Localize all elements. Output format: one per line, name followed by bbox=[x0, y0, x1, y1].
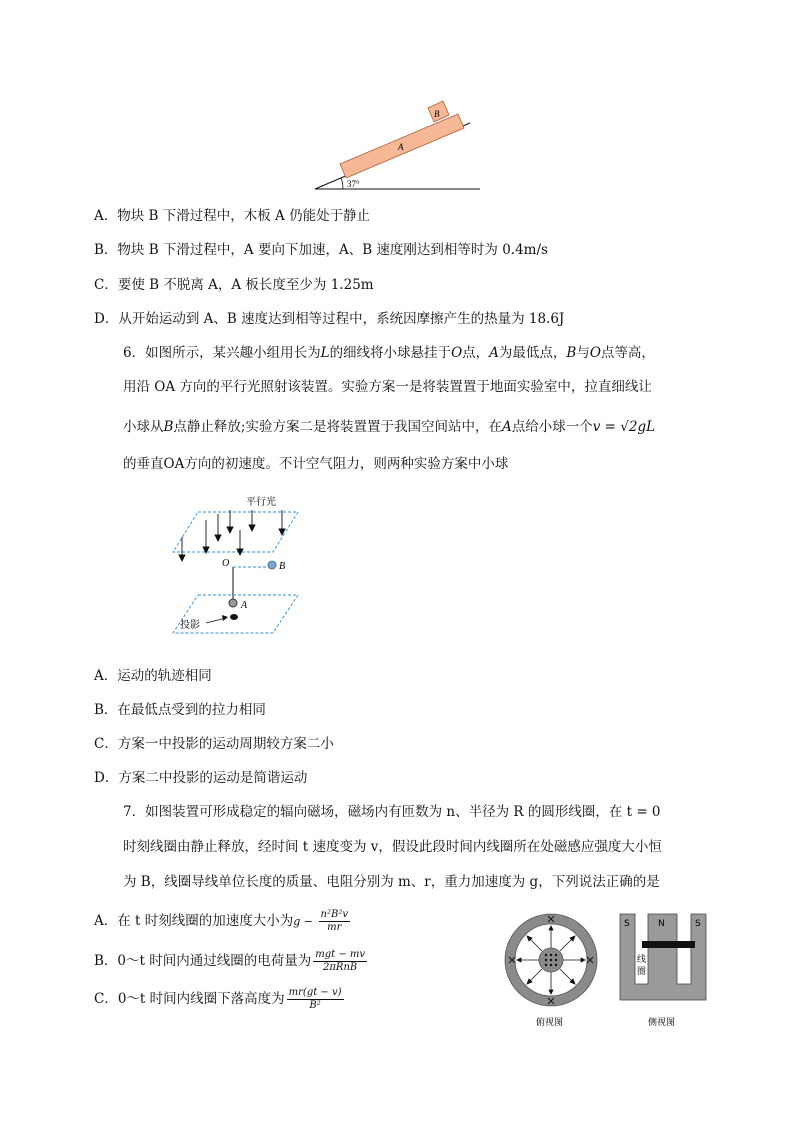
side-view-figure bbox=[615, 910, 715, 1030]
block-b-label: B bbox=[434, 109, 440, 119]
q7-option-c: C．0～t 时间内线圈下落高度为 $\frac{mr(gt - v)}{\text{B²}}$ bbox=[94, 987, 342, 1011]
formula-b: $\frac{\text{mgt − mv}}{\text{2πRnB}}$ bbox=[315, 949, 366, 973]
q7-stem-line1: 7．如图装置可形成稳定的辐向磁场，磁场内有匝数为 n、半径为 R 的圆形线圈，在 t = 0 bbox=[123, 804, 661, 820]
q7-stem-line2: 时刻线圈由静止释放，经时间 t 速度变为 v，假设此段时间内线圈所在处磁感应强度大小恒 bbox=[123, 839, 662, 855]
formula-a: $\frac{\text{n²B²v}}{mr}$ bbox=[320, 909, 348, 933]
q7-option-a: A．在 t 时刻线圈的加速度大小为g − $\frac{\text{n²B²v}}{mr}$ bbox=[94, 909, 348, 933]
top-view-figure bbox=[503, 910, 603, 1030]
q6-stem-line1: 6．如图所示，某兴趣小组用长为L的细线将小球悬挂于O点，A为最低点，B与O点等高， bbox=[123, 345, 655, 361]
q6-stem-line4: 的垂直OA方向的初速度。不计空气阻力，则两种实验方案中小球 bbox=[123, 456, 509, 472]
magnet-n: N bbox=[658, 919, 665, 929]
q7-stem-line3: 为 B，线圈导线单位长度的质量、电阻分别为 m、r，重力加速度为 g，下列说法正确的是 bbox=[123, 874, 660, 890]
coil-bar bbox=[642, 941, 695, 948]
coil-label-2: 圈 bbox=[637, 967, 647, 977]
side-view-label: 侧视图 bbox=[648, 1018, 676, 1028]
angle-arc bbox=[341, 178, 343, 189]
q5-option-a: A．物块 B 下滑过程中，木板 A 仍能处于静止 bbox=[94, 208, 371, 224]
angle-label: 37° bbox=[347, 179, 360, 189]
q6-option-b: B．在最低点受到的拉力相同 bbox=[94, 702, 266, 718]
board-a-label: A bbox=[398, 142, 404, 152]
incline-figure bbox=[310, 98, 490, 194]
ball-a bbox=[229, 599, 237, 607]
q6-stem-line3: 小球从B点静止释放;实验方案二是将装置置于我国空间站中，在A点给小球一个v = √2gL bbox=[123, 419, 656, 435]
field-dots bbox=[545, 954, 557, 966]
ball-b bbox=[268, 561, 276, 569]
point-a-label: A bbox=[241, 600, 248, 611]
point-o-label: O bbox=[222, 558, 230, 569]
light-plane bbox=[173, 512, 298, 552]
magnet-s-right: S bbox=[695, 919, 701, 929]
coil-label-1: 线 bbox=[637, 955, 647, 965]
q5-option-d: D．从开始运动到 A、B 速度达到相等过程中，系统因摩擦产生的热量为 18.6J bbox=[94, 311, 565, 327]
point-b-label: B bbox=[279, 561, 286, 572]
parallel-light-label: 平行光 bbox=[246, 497, 276, 508]
q6-option-a: A．运动的轨迹相同 bbox=[94, 668, 212, 684]
q5-option-b: B．物块 B 下滑过程中，A 要向下加速，A、B 速度刚达到相等时为 0.4m/s bbox=[94, 242, 548, 258]
q5-option-c: C．要使 B 不脱离 A，A 板长度至少为 1.25m bbox=[94, 277, 374, 293]
pendulum-figure bbox=[168, 492, 308, 642]
shadow-label: 投影 bbox=[180, 620, 200, 631]
top-view-label: 俯视图 bbox=[536, 1018, 564, 1028]
q7-option-b: B．0～t 时间内通过线圈的电荷量为 $\frac{\text{mgt − mv}}{\text{2πRnB}}$ bbox=[94, 949, 366, 973]
shadow bbox=[230, 614, 238, 620]
q6-option-c: C．方案一中投影的运动周期较方案二小 bbox=[94, 736, 334, 752]
q6-stem-line2: 用沿 OA 方向的平行光照射该装置。实验方案一是将装置置于地面实验室中，拉直细线让 bbox=[123, 379, 652, 395]
q6-option-d: D．方案二中投影的运动是简谐运动 bbox=[94, 770, 308, 786]
magnet-s-left: S bbox=[624, 919, 630, 929]
shadow-pointer-head bbox=[222, 615, 228, 621]
formula-c: $\frac{mr(gt - v)}{\text{B²}}$ bbox=[288, 987, 342, 1011]
